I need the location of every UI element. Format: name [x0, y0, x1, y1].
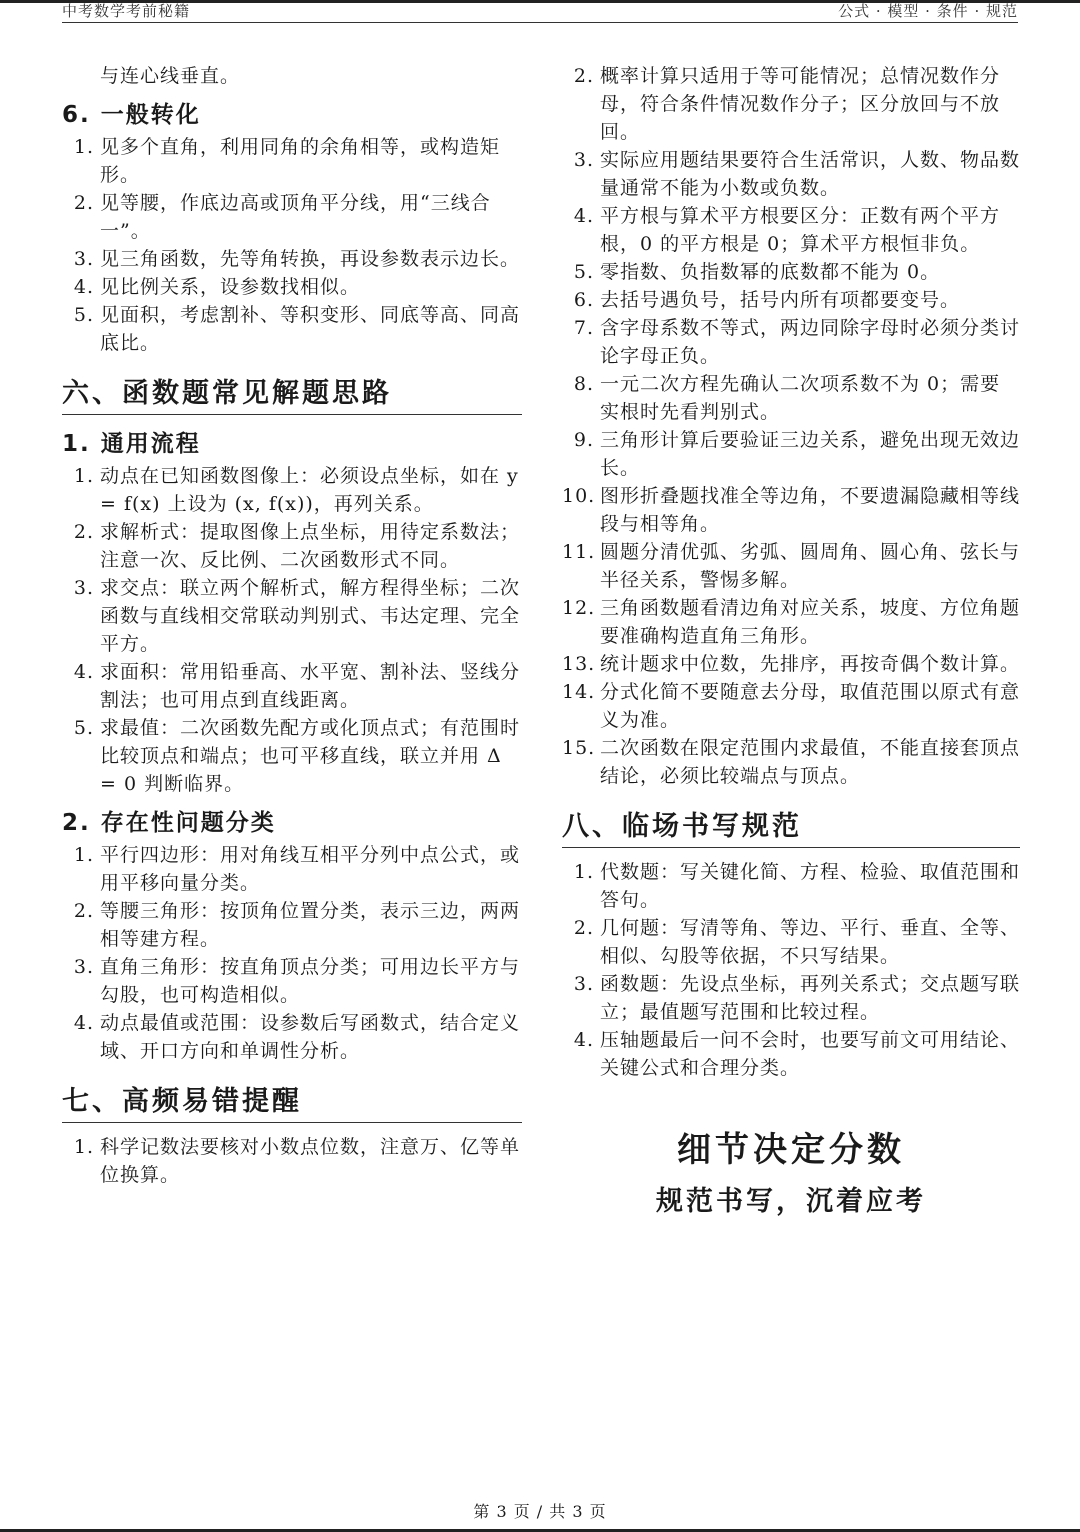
list-item: 15. 二次函数在限定范围内求最值，不能直接套顶点结论，必须比较端点与顶点。 [562, 737, 1021, 787]
list-general-transform [62, 133, 522, 357]
page-number: 第 3 页 / 共 3 页 [473, 1502, 607, 1521]
section-title: 六、函数题常见解题思路 [62, 371, 522, 415]
list-item: 4. 压轴题最后一问不会时，也要写前文可用结论、关键公式和合理分类。 [573, 1029, 1021, 1079]
list-item: 12. 三角函数题看清边角对应关系，坡度、方位角题要准确构造直角三角形。 [562, 597, 1021, 647]
list-item: 5. 零指数、负指数幂的底数都不能为 0。 [573, 261, 941, 283]
subsection-title: 6. 一般转化 [62, 102, 201, 128]
slogan-line-2: 规范书写，沉着应考 [656, 1186, 926, 1217]
section-title: 八、临场书写规范 [562, 804, 1020, 848]
list-common-mistakes [62, 1133, 522, 1189]
list-item: 8. 一元二次方程先确认二次项系数不为 0；需要实根时先看判别式。 [573, 373, 1001, 423]
running-header [62, 0, 1018, 23]
continuation-text: 与连心线垂直。 [100, 65, 241, 87]
subsection-title: 1. 通用流程 [62, 431, 201, 457]
right-column [562, 62, 1020, 1218]
list-item: 4. 平方根与算术平方根要区分：正数有两个平方根，0 的平方根是 0；算术平方根恒非负。 [573, 205, 1001, 255]
list-item: 3. 直角三角形：按直角顶点分类；可用边长平方与勾股，也可构造相似。 [73, 956, 521, 1006]
list-item: 9. 三角形计算后要验证三边关系，避免出现无效边长。 [573, 429, 1021, 479]
left-column [62, 62, 522, 1189]
list-item: 2. 求解析式：提取图像上点坐标，用待定系数法；注意一次、反比例、二次函数形式不同。 [73, 521, 521, 571]
list-item: 11. 圆题分清优弧、劣弧、圆周角、圆心角、弦长与半径关系，警惕多解。 [562, 541, 1021, 591]
list-item: 2. 见等腰，作底边高或顶角平分线，用“三线合一”。 [73, 192, 491, 242]
list-item: 3. 实际应用题结果要符合生活常识，人数、物品数量通常不能为小数或负数。 [573, 149, 1021, 199]
list-item: 14. 分式化简不要随意去分母，取值范围以原式有意义为准。 [562, 681, 1021, 731]
section-title: 七、高频易错提醒 [62, 1079, 522, 1123]
list-general-process [62, 462, 522, 798]
list-item: 4. 求面积：常用铅垂高、水平宽、割补法、竖线分割法；也可用点到直线距离。 [73, 661, 521, 711]
list-item: 3. 见三角函数，先等角转换，再设参数表示边长。 [73, 248, 521, 270]
list-existence-problems [62, 841, 522, 1065]
slogan-line-1: 细节决定分数 [677, 1130, 905, 1170]
list-item: 1. 见多个直角，利用同角的余角相等，或构造矩形。 [73, 136, 501, 186]
subsection-title: 2. 存在性问题分类 [62, 810, 276, 836]
list-item: 3. 函数题：先设点坐标，再列关系式；交点题写联立；最值题写范围和比较过程。 [573, 973, 1021, 1023]
list-item: 3. 求交点：联立两个解析式，解方程得坐标；二次函数与直线相交常联动判别式、韦达定理、完全平方。 [73, 577, 521, 655]
list-item: 4. 动点最值或范围：设参数后写函数式，结合定义域、开口方向和单调性分析。 [73, 1012, 521, 1062]
list-item: 2. 概率计算只适用于等可能情况；总情况数作分母，符合条件情况数作分子；区分放回与不放回。 [573, 65, 1001, 143]
list-item: 6. 去括号遇负号，括号内所有项都要变号。 [573, 289, 961, 311]
list-item: 4. 见比例关系，设参数找相似。 [73, 276, 361, 298]
list-item: 7. 含字母系数不等式，两边同除字母时必须分类讨论字母正负。 [573, 317, 1021, 367]
header-title: 中考数学考前秘籍 [62, 2, 191, 20]
header-tags: 公式 · 模型 · 条件 · 规范 [838, 2, 1018, 20]
list-item: 1. 代数题：写关键化简、方程、检验、取值范围和答句。 [573, 861, 1021, 911]
list-item: 1. 科学记数法要核对小数点位数，注意万、亿等单位换算。 [73, 1136, 521, 1186]
list-item: 1. 动点在已知函数图像上：必须设点坐标，如在 y = f(x) 上设为 (x, f(x))，再列关系。 [73, 465, 519, 515]
closing-slogan [562, 1122, 1020, 1218]
list-item: 5. 求最值：二次函数先配方或化顶点式；有范围时比较顶点和端点；也可平移直线，联立并用 Δ = 0 判断临界。 [73, 717, 521, 795]
list-item: 13. 统计题求中位数，先排序，再按奇偶个数计算。 [562, 653, 1021, 675]
list-item: 2. 等腰三角形：按顶角位置分类，表示三边，两两相等建方程。 [73, 900, 521, 950]
list-writing-norms [562, 858, 1020, 1082]
list-common-mistakes-continued [562, 62, 1020, 790]
list-item: 1. 平行四边形：用对角线互相平分列中点公式，或用平移向量分类。 [73, 844, 521, 894]
list-item: 2. 几何题：写清等角、等边、平行、垂直、全等、相似、勾股等依据，不只写结果。 [573, 917, 1021, 967]
list-item: 5. 见面积，考虑割补、等积变形、同底等高、同高底比。 [73, 304, 521, 354]
list-item: 10. 图形折叠题找准全等边角，不要遗漏隐藏相等线段与相等角。 [562, 485, 1021, 535]
